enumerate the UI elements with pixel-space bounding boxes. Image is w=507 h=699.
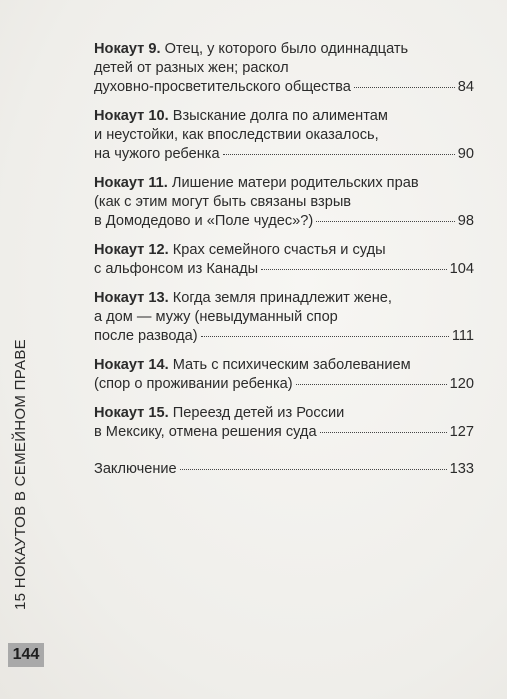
entry-page-number: 90 <box>457 146 474 162</box>
dot-leader <box>320 432 447 433</box>
entry-lead: Нокаут 9. <box>94 41 161 57</box>
entry-lead: Нокаут 12. <box>94 242 169 258</box>
entry-text: Переезд детей из России <box>172 405 345 421</box>
entry-page-number: 133 <box>449 461 474 477</box>
entry-text: (как с этим могут быть связаны взрыв <box>94 194 352 210</box>
toc-entry-conclusion <box>94 460 474 479</box>
entry-lead: Нокаут 10. <box>94 108 169 124</box>
entry-text: на чужого ребенка <box>94 146 220 162</box>
entry-text: Когда земля принадлежит жене, <box>172 290 392 306</box>
toc-entry-knockout-15 <box>94 404 474 442</box>
entry-text: Крах семейного счастья и суды <box>172 242 386 258</box>
toc-entry-knockout-12 <box>94 241 474 279</box>
entry-page-number: 84 <box>457 79 474 95</box>
toc-entry-knockout-13 <box>94 289 474 346</box>
entry-text: в Домодедово и «Поле чудес»?) <box>94 213 314 229</box>
entry-text: и неустойки, как впоследствии оказалось, <box>94 127 379 143</box>
entry-page-number: 111 <box>451 328 474 344</box>
dot-leader <box>316 221 455 222</box>
entry-lead: Нокаут 15. <box>94 405 169 421</box>
page-number: 144 <box>8 643 44 667</box>
entry-page-number: 104 <box>449 261 474 277</box>
entry-text: с альфонсом из Канады <box>94 261 259 277</box>
table-of-contents <box>94 40 474 489</box>
entry-text: детей от разных жен; раскол <box>94 60 289 76</box>
entry-text: Взыскание долга по алиментам <box>172 108 388 124</box>
dot-leader <box>296 384 447 385</box>
entry-lead: Нокаут 14. <box>94 357 169 373</box>
entry-text: духовно-просветительского общества <box>94 79 351 95</box>
entry-text: (спор о проживании ребенка) <box>94 376 293 392</box>
dot-leader <box>201 336 449 337</box>
entry-text: после развода) <box>94 328 198 344</box>
dot-leader <box>261 269 447 270</box>
dot-leader <box>223 154 455 155</box>
entry-text: Мать с психическим заболеванием <box>172 357 411 373</box>
entry-text: в Мексику, отмена решения суда <box>94 424 317 440</box>
entry-text: а дом — мужу (невыдуманный спор <box>94 309 338 325</box>
entry-page-number: 120 <box>449 376 474 392</box>
running-title: 15 НОКАУТОВ В СЕМЕЙНОМ ПРАВЕ <box>12 339 29 610</box>
entry-text: Отец, у которого было одиннадцать <box>164 41 409 57</box>
dot-leader <box>180 469 447 470</box>
toc-entry-knockout-11 <box>94 174 474 231</box>
entry-page-number: 127 <box>449 424 474 440</box>
toc-entry-knockout-9 <box>94 40 474 97</box>
entry-text: Лишение матери родительских прав <box>171 175 419 191</box>
entry-page-number: 98 <box>457 213 474 229</box>
entry-lead: Нокаут 13. <box>94 290 169 306</box>
entry-lead: Нокаут 11. <box>94 175 168 191</box>
entry-text: Заключение <box>94 461 177 477</box>
toc-entry-knockout-10 <box>94 107 474 164</box>
dot-leader <box>354 87 455 88</box>
toc-entry-knockout-14 <box>94 356 474 394</box>
